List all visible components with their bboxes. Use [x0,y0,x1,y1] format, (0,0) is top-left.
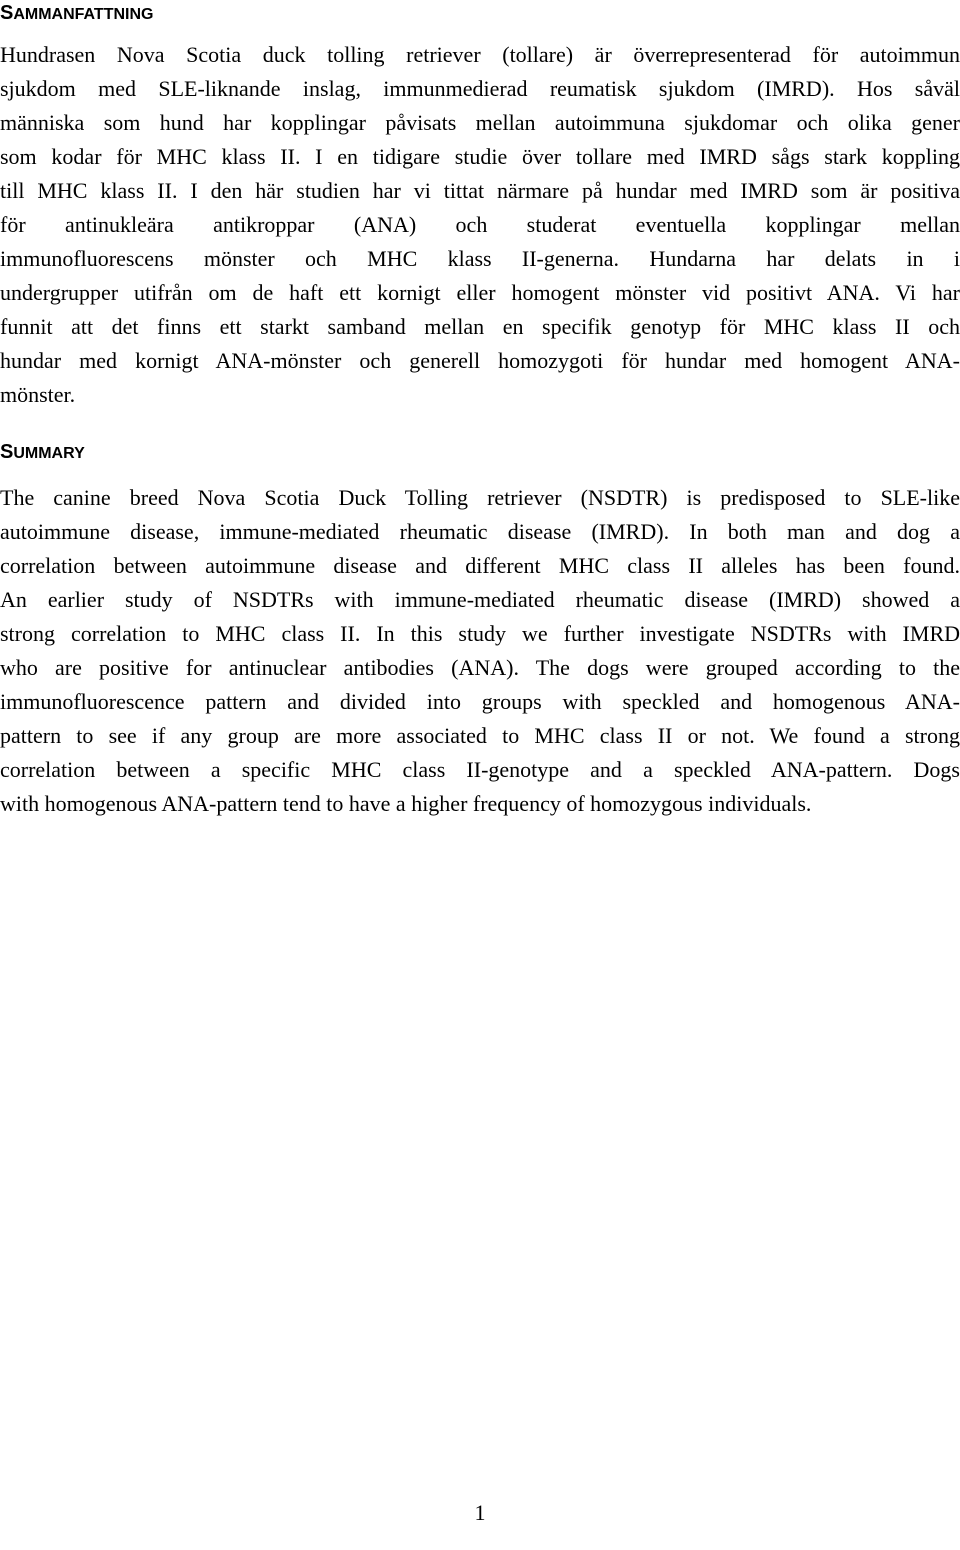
english-summary-heading [0,440,85,466]
text-line: undergrupper utifrån om de haft ett kornigt eller homogent mönster vid positivt ANA. Vi har [0,280,960,305]
text-line: funnit att det finns ett starkt samband mellan en specifik genotyp för MHC klass II och [0,314,960,339]
text-line: autoimmune disease, immune-mediated rheumatic disease (IMRD). In both man and dog a [0,519,960,544]
swedish-summary-heading [0,1,153,27]
swedish-heading-rest: AMMANFATTNING [13,6,154,23]
text-line: strong correlation to MHC class II. In this study we further investigate NSDTRs with IMRD [0,621,960,646]
text-line: who are positive for antinuclear antibodies (ANA). The dogs were grouped according to the [0,655,960,680]
text-line: sjukdom med SLE-liknande inslag, immunmedierad reumatisk sjukdom (IMRD). Hos såväl [0,76,960,101]
text-line: till MHC klass II. I den här studien har vi tittat närmare på hundar med IMRD som är positiva [0,178,960,203]
english-heading-initial: S [0,441,14,463]
text-line: hundar med kornigt ANA-mönster och generell homozygoti för hundar med homogent ANA- [0,348,960,373]
text-line: immunofluorescens mönster och MHC klass II-generna. Hundarna har delats in i [0,246,960,271]
text-line: pattern to see if any group are more associated to MHC class II or not. We found a strong [0,723,960,748]
text-line: An earlier study of NSDTRs with immune-mediated rheumatic disease (IMRD) showed a [0,587,960,612]
page-number: 1 [474,1500,486,1525]
text-line: mönster. [0,382,76,407]
text-line: The canine breed Nova Scotia Duck Tolling retriever (NSDTR) is predisposed to SLE-like [0,485,960,510]
text-line: för antinukleära antikroppar (ANA) och studerat eventuella kopplingar mellan [0,212,960,237]
text-line: correlation between autoimmune disease and different MHC class II alleles has been found. [0,553,960,578]
swedish-summary-paragraph [0,38,960,412]
text-line: som kodar för MHC klass II. I en tidigare studie över tollare med IMRD sågs stark koppling [0,144,960,169]
text-line: with homogenous ANA-pattern tend to have a higher frequency of homozygous individuals. [0,791,812,816]
text-line: correlation between a specific MHC class II-genotype and a speckled ANA-pattern. Dogs [0,757,960,782]
english-summary-paragraph [0,481,960,821]
swedish-heading-initial: S [0,2,14,24]
text-line: människa som hund har kopplingar påvisats mellan autoimmuna sjukdomar och olika gener [0,110,960,135]
text-line: Hundrasen Nova Scotia duck tolling retriever (tollare) är överrepresenterad för autoimmun [0,42,960,67]
english-heading-rest: UMMARY [13,445,85,462]
text-line: immunofluorescence pattern and divided into groups with speckled and homogenous ANA- [0,689,960,714]
